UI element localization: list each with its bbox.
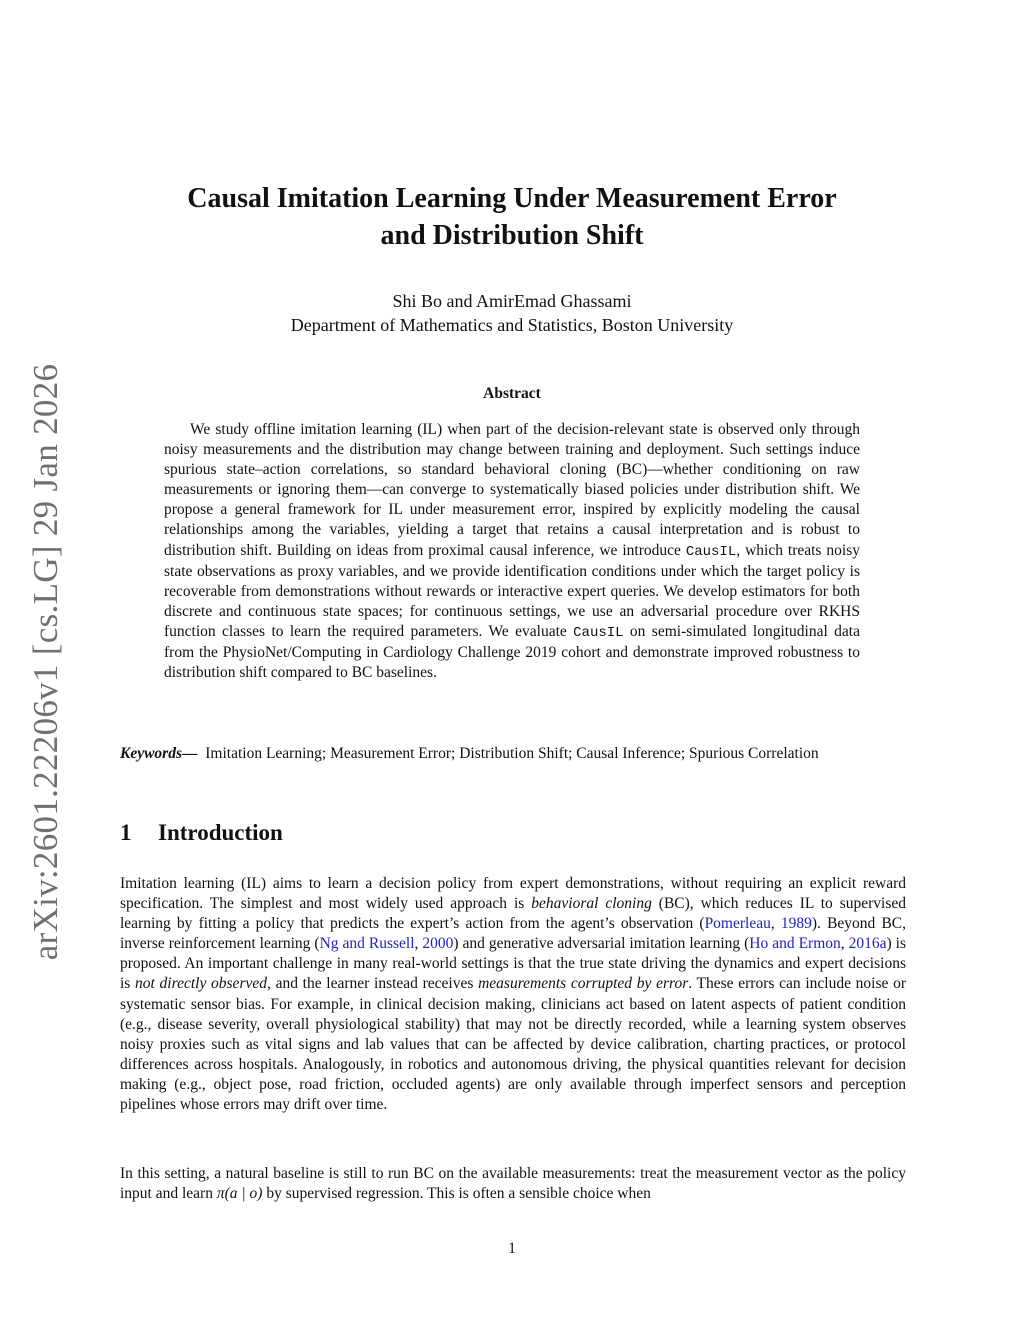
text-run: , <box>840 935 849 953</box>
method-name: CausIL <box>573 624 624 641</box>
author-names: Shi Bo and AmirEmad Ghassami <box>392 291 632 311</box>
affiliation: Department of Mathematics and Statistics, Boston University <box>290 315 734 335</box>
emphasis: measurements corrupted by error <box>478 975 689 993</box>
text-run: Imitation learning (IL) aims to learn a decision policy from expert demonstrations, without requiring an explicit reward specification. The simplest and most widely used approach is <box>120 875 906 913</box>
citation-link[interactable]: Ho and Ermon <box>749 935 841 953</box>
text-run: (BC), which reduces IL to supervised learning by fitting a policy that predicts the expert’s action from the agent’s observation ( <box>120 895 906 933</box>
text-run: In this setting, a natural baseline is still to run BC on the available measurements: treat the measurement vector as the policy input and learn <box>120 1165 906 1203</box>
keywords <box>120 744 906 764</box>
text-run: ) is proposed. An important challenge in many real-world settings is that the true state driving the dynamics and expert decisions is <box>120 935 906 993</box>
math-expression: π(a | o) <box>216 1185 263 1203</box>
paper-title <box>120 180 904 254</box>
intro-paragraph-1 <box>120 874 906 1115</box>
citation-link[interactable]: 1989 <box>780 915 812 933</box>
title-line-1: Causal Imitation Learning Under Measurement Error <box>187 183 837 214</box>
abstract-part-c: on semi-simulated longitudinal data from the PhysioNet/Computing in Cardiology Challenge 2019 cohort and demonstrate improved robustness to distribution shift compared to BC baselines. <box>164 622 860 682</box>
text-run: , and the learner instead receives <box>266 975 479 993</box>
abstract-part-b: , which treats noisy state observations as proxy variables, and we provide identification conditions under which the target policy is recoverable from demonstrations without rewards or interactive expert queries. We develop estimators for both discrete and continuous state spaces; for continuous settings, we use an adversarial procedure over RKHS function classes to learn the required parameters. We evaluate <box>164 541 860 640</box>
text-run: , <box>414 935 423 953</box>
section-heading-introduction <box>120 820 283 846</box>
title-line-2: and Distribution Shift <box>380 220 644 251</box>
method-name: CausIL <box>685 543 737 560</box>
abstract-part-a: We study offline imitation learning (IL) when part of the decision-relevant state is observed only through noisy measurements and the distribution may change between training and deployment. Such settings induce spurious state–action correlations, so standard behavioral cloning (BC)—whether conditioning on raw measurements or ignoring them—can converge to systematically biased policies under distribution shift. We propose a general framework for IL under measurement error, inspired by explicitly modeling the causal relationships among the variables, yielding a target that retains a causal interpretation and is robust to distribution shift. Building on ideas from proximal causal inference, we introduce <box>164 421 860 559</box>
text-run: ) and generative adversarial imitation learning ( <box>453 935 750 953</box>
text-run: , <box>770 915 781 933</box>
text-run: . These errors can include noise or systematic sensor bias. For example, in clinical decision making, clinicians act based on latent aspects of patient condition (e.g., disease severity, overall physiological stability) that may not be directly recorded, while a learning system observes noisy proxies such as vital signs and lab values that can be affected by device calibration, charting practices, or protocol differences across hospitals. Analogously, in robotics and autonomous driving, the physical quantities relevant for decision making (e.g., object pose, road friction, occluded agents) are only available through imperfect sensors and perception pipelines whose errors may drift over time. <box>120 975 906 1114</box>
abstract-heading: Abstract <box>483 385 541 402</box>
intro-paragraph-2 <box>120 1164 906 1204</box>
page-number: 1 <box>508 1240 516 1257</box>
emphasis: behavioral cloning <box>531 895 652 913</box>
citation-link[interactable]: Pomerleau <box>704 915 771 933</box>
keywords-label: Keywords— <box>120 745 198 762</box>
keywords-list: Imitation Learning; Measurement Error; Distribution Shift; Causal Inference; Spurious Correlation <box>205 745 819 762</box>
citation-link[interactable]: 2000 <box>422 935 454 953</box>
author-block <box>120 289 904 337</box>
abstract-text <box>164 420 860 683</box>
text-run: by supervised regression. This is often a sensible choice when <box>262 1185 651 1203</box>
section-title: Introduction <box>158 820 283 845</box>
emphasis: not directly observed <box>135 975 267 993</box>
section-number: 1 <box>120 820 132 845</box>
citation-link[interactable]: 2016a <box>848 935 887 953</box>
arxiv-identifier: arXiv:2601.22206v1 [cs.LG] 29 Jan 2026 <box>26 363 65 961</box>
text-run: ). Beyond BC, inverse reinforcement learning ( <box>120 915 907 953</box>
citation-link[interactable]: Ng and Russell <box>319 935 415 953</box>
